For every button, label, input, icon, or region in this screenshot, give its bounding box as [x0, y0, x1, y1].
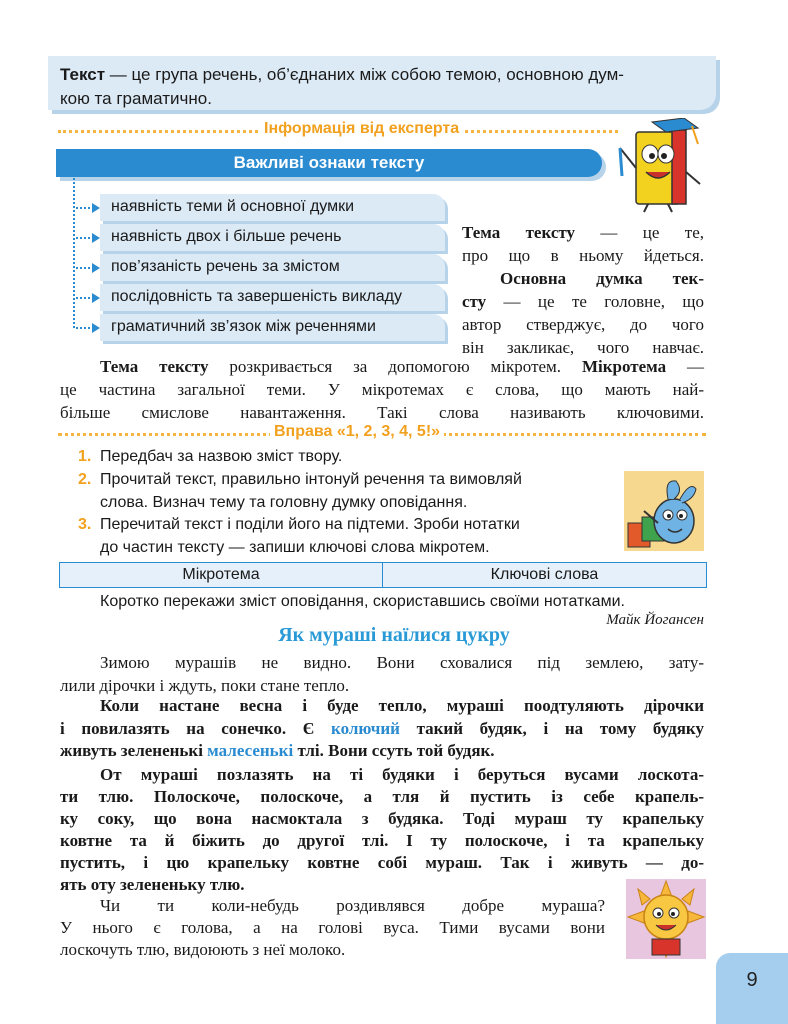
feature-item [100, 224, 445, 251]
page-number-tab [716, 953, 788, 1024]
term-theme: Тема тексту [462, 223, 576, 242]
feature-label: послідовність та завершеність викладу [111, 288, 402, 305]
task-3 [78, 516, 520, 534]
feature-label: граматичний зв’язок між реченнями [111, 318, 376, 335]
task-text: Передбач за назвою зміст твору. [100, 448, 343, 465]
feature-arrow-icon [76, 207, 98, 209]
story-line: лоскочуть тлю, видоюють з неї молоко. [60, 940, 346, 959]
side-text-line: Основна думка тек- [500, 269, 704, 288]
task-3-cont: до частин тексту — запиши ключові слова мікротем. [100, 539, 490, 556]
story-line: У нього є голова, а на голові вуса. Тими вусами вони [60, 918, 605, 937]
feature-label: пов’язаність речень за змістом [111, 258, 340, 275]
highlight-word: колючий [331, 719, 400, 738]
side-text-fragment: — це те головне, що [486, 292, 704, 311]
feature-arrow-icon [76, 297, 98, 299]
task-number: 3. [78, 516, 92, 533]
story-line: лили дірочки і ждуть, поки стане тепло. [60, 676, 350, 695]
feature-label: наявність двох і більше речень [111, 228, 342, 245]
definition-box [48, 56, 716, 110]
story-line [60, 741, 495, 761]
story-line: ку соку, що вона насмоктала з будяка. Тоді мураш ту крапельку [60, 809, 704, 828]
story-line: пустить, і цю крапельку ковтне собі мураш. Так і живуть — до- [60, 853, 704, 872]
page-number: 9 [746, 969, 758, 991]
feature-item [100, 254, 445, 281]
story-line: ти тлю. Полоскоче, полоскоче, а тля й пустить із себе крапель- [60, 787, 704, 806]
retell-instruction: Коротко перекажи зміст оповідання, скориставшись своїми нотатками. [100, 593, 625, 610]
side-text-line [462, 292, 704, 312]
side-text-line: про що в ньому йдеться. [462, 246, 704, 265]
term-theme: Тема тексту [100, 357, 209, 376]
story-fragment: тлі. Вони ссуть той будяк. [293, 741, 495, 760]
feature-arrow-icon [76, 237, 98, 239]
story-line: Зимою мурашів не видно. Вони сховалися під землею, зату- [100, 653, 704, 672]
definition-line2: кою та граматично. [60, 89, 212, 108]
micro-paragraph-line: більше смислове навантаження. Такі слова називають ключовими. [60, 403, 704, 422]
story-fragment: такий будяк, і на тому будяку [399, 719, 704, 738]
story-line: ковтне та й біжить до другої тлі. І ту полоскоче, і та крапельку [60, 831, 704, 850]
feature-label: наявність теми й основної думки [111, 198, 355, 215]
feature-item [100, 314, 445, 341]
term-main-idea: сту [462, 292, 487, 311]
task-text: Перечитай текст і поділи його на підтеми. Зроби нотатки [100, 516, 520, 533]
definition-term: Текст [60, 65, 106, 84]
task-2-cont: слова. Визнач тему та головну думку оповідання. [100, 494, 468, 511]
book-mascot-icon [612, 118, 706, 216]
story-line [60, 719, 704, 739]
story-line: Коли настане весна і буде тепло, мураші поодтуляють дірочки [100, 696, 704, 715]
key-features-banner [56, 149, 602, 177]
task-2 [78, 471, 522, 489]
table-header-microtheme: Мікротема [182, 566, 260, 583]
story-fragment: і повилазять на сонечко. Є [60, 719, 331, 738]
task-number: 1. [78, 448, 92, 465]
feature-item [100, 194, 445, 221]
feature-arrow-icon [76, 327, 98, 329]
task-text: Прочитай текст, правильно інтонуй речення та вимовляй [100, 471, 522, 488]
term-micro-theme: Мікротема [581, 357, 667, 376]
paragraph-fragment: — [666, 357, 704, 376]
expert-heading: Інформація від експерта [260, 120, 463, 138]
feature-arrow-icon [76, 267, 98, 269]
task-1 [78, 448, 342, 466]
side-text-fragment: — це те, [575, 223, 704, 242]
sun-mascot-icon [626, 879, 706, 959]
definition-text [60, 63, 704, 111]
side-text-line: він закликає, чого навчає. [462, 338, 704, 357]
table-header-keywords: Ключові слова [490, 566, 599, 583]
story-line: От мураші позлазять на ті будяки і беруться вусами лоскота- [100, 765, 704, 784]
highlight-word: малесенькі [207, 741, 294, 760]
definition-line1: — це група речень, об’єднаних між собою темою, основною дум- [105, 65, 624, 84]
features-connector [73, 178, 75, 328]
exercise-heading: Вправа «1, 2, 3, 4, 5!» [270, 423, 444, 441]
paragraph-fragment: розкривається за допомогою мікротем. [208, 357, 582, 376]
banner-title: Важливі ознаки тексту [233, 153, 425, 172]
notebook-mascot-icon [624, 471, 704, 551]
side-text-line: автор стверджує, до чого [462, 315, 704, 334]
notes-table [59, 562, 707, 588]
feature-item [100, 284, 445, 311]
micro-paragraph-line: це частина загальної теми. У мікротемах є слова, що мають най- [60, 380, 704, 399]
micro-paragraph-line [100, 357, 704, 377]
story-fragment: живуть зелененькі [60, 741, 208, 760]
task-number: 2. [78, 471, 92, 488]
story-title: Як мураші наїлися цукру [278, 624, 510, 646]
story-line: ять оту зелененьку тлю. [60, 875, 245, 894]
story-author: Майк Йогансен [606, 612, 704, 628]
side-text-line [462, 223, 704, 243]
story-line: Чи ти коли-небудь роздивлявся добре мураша? [100, 896, 605, 915]
